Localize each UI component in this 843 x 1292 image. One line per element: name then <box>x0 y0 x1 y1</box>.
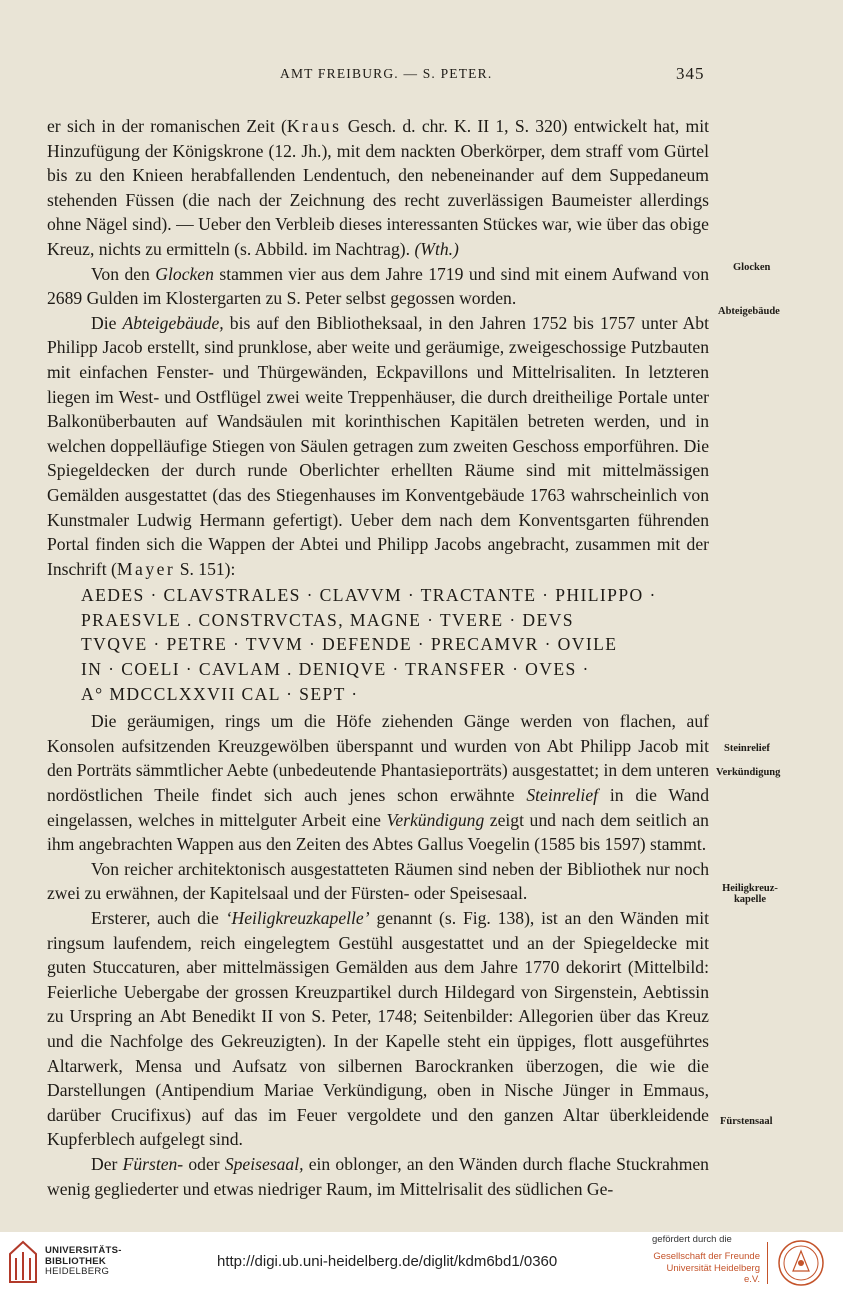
text-run: Die geräumigen, rings um die Höfe ziehenden Gänge werden von flachen, auf Konsolen aufsitzenden Kreuzgewölben überspannt und wurden von Abt Philipp Jacob mit den Porträts sämmtlicher Aebte (unbedeutende Phantasieporträts) ausgestattet; in dem unteren nordöstlichen Theile findet sich auch jenes schon erwähnte <box>47 711 710 806</box>
inscription-line: AEDES · CLAVSTRALES · CLAVVM · TRACTANTE · PHILIPPO · <box>81 585 657 606</box>
margin-note-steinrelief: Steinrelief <box>724 743 770 754</box>
text-run: genannt (s. Fig. 138), ist an den Wänden mit ringsum laufendem, reich eingelegtem Gestühl ausgestattet und an der Spiegeldecke mit guten Stuccaturen, aber mittelmässigen Gemälden aus dem Jahre 1770 dekorirt (Mittelbild: Feierliche Uebergabe der grossen Kreuzpartikel durch Hildegard von Sirgenstein, Aebtissin zu Urspring an Abt Benedikt II von S. Peter, 1748; Seitenbilder: Allegorien über das Kreuz und die Nachfolge des Gekreuzigten). In der Kapelle steht ein üppiges, flott ausgeführtes Altarwerk, Mensa und Aufsatz von silbernen Barockranken überzogen, die wie die Darstellungen (Antipendium Mariae Verkündigung, oben in Nische Jünger in Emmaus, darüber Crucifixus) auf das im Feuer vergoldete und den ganzen Altar überkleidende Kupferblech aufgelegt sind. <box>47 908 709 1150</box>
text-run: Der <box>91 1153 123 1174</box>
body-text <box>47 114 709 1201</box>
text-run: ein oblonger, an den Wänden durch flache Stuckrahmen wenig gegliederter und etwas niedriger Raum, im Mittelrisalit des südlichen Ge- <box>47 1153 709 1199</box>
running-header <box>0 66 843 90</box>
text-run: bis auf den Bibliotheksaal, in den Jahren 1752 bis 1757 unter Abt Philipp Jacob erstellt, sind prunklose, aber weite und geräumige, zweigeschossige Putzbauten mit einfachen Fenster- und Thürgewänden, Eckpavillons und Mittelrisaliten. In letzteren liegen im West- und Ostflügel zwei weite Treppenhäuser, die durch dreitheilige Portale unter Balkonüberbauten auf Wandsäulen mit korinthischen Kapitälen betreten werden, und in welchen doppelläufige Stiegen von Säulen getragen zum zweiten Geschoss emporführen. Die Spiegeldecken der durch runde Oberlichter erhellten Räume sind mit mittelmässigen Gemälden ausgestattet (das des Stiegenhauses im Konventgebäude 1763 wahrscheinlich von Kunstmaler Ludwig Hermann gefertigt). Ueber dem nach dem Konventsgarten führenden Portal finden sich die Wappen der Abtei und Philipp Jacobs angebracht, zusammen mit der Inschrift ( <box>47 312 709 579</box>
header-title: AMT FREIBURG. — S. PETER. <box>280 66 493 81</box>
text-run: Gesch. d. chr. K. II 1, S. 320) entwickelt hat, mit Hinzufügung der Königskrone (12. Jh.), mit dem nackten Oberkörper, dem straff vom Gürtel bis zu den Knieen herabfallenden Lendentuch, den nebeneinander auf dem Suppedaneum stehenden Füssen (die nach der Zeichnung des recht zuverlässigen Baumeister allerdings ohne Nägel sind). — Ueber den Verbleib dieses interessanten Stückes war, wie über das obige Kreuz, nichts zu ermitteln (s. Abbild. im Nachtrag). <box>47 116 710 259</box>
author-name: Mayer <box>116 558 176 579</box>
text-run: Die <box>91 312 123 333</box>
uni-name-line: UNIVERSITÄTS- <box>45 1245 122 1256</box>
text-run: er sich in der romanischen Zeit ( <box>47 116 287 136</box>
text-run: in die Wand eingelassen, welches in mittelguter Arbeit eine <box>47 785 709 830</box>
paragraph-4 <box>47 709 709 857</box>
author-name: Kraus <box>286 116 342 136</box>
university-library-name <box>45 1246 122 1278</box>
text-run: oder <box>183 1153 225 1174</box>
keyword-heiligkreuzkapelle: ‘Heiligkreuzkapelle’ <box>225 908 370 928</box>
footer-bar <box>0 1232 843 1292</box>
keyword-abteigebaeude: Abteigebäude, <box>122 312 224 333</box>
society-name-line: Universität Heidelberg e.V. <box>666 1262 760 1285</box>
keyword-steinrelief: Steinrelief <box>526 785 599 806</box>
paragraph-1 <box>47 114 709 262</box>
paragraph-7 <box>47 1152 709 1201</box>
margin-note-line: kapelle <box>733 894 767 905</box>
inscription-line: TVQVE · PETRE · TVVM · DEFENDE · PRECAMVR · OVILE <box>81 634 618 655</box>
margin-note-abteigebaeude: Abteigebäude <box>718 306 780 317</box>
keyword-glocken: Glocken <box>155 263 214 284</box>
inscription <box>81 583 709 706</box>
paragraph-3 <box>47 311 709 582</box>
author-signature: (Wth.) <box>414 238 459 259</box>
margin-note-glocken: Glocken <box>733 262 771 273</box>
paragraph-2 <box>47 262 709 311</box>
university-library-logo-icon <box>8 1240 38 1284</box>
footer-divider <box>767 1242 768 1284</box>
margin-note-heiligkreuzkapelle <box>718 883 782 905</box>
society-name-line: Gesellschaft der Freunde <box>653 1251 760 1262</box>
permalink-url[interactable]: http://digi.ub.uni-heidelberg.de/diglit/kdm6bd1/0360 <box>217 1253 558 1270</box>
funded-by-label: gefördert durch die <box>652 1234 732 1245</box>
keyword-fuersten: Fürsten- <box>122 1153 184 1174</box>
paragraph-5: Von reicher architektonisch ausgestatteten Räumen sind neben der Bibliothek nur noch zwei zu erwähnen, der Kapitelsaal und der Fürsten- oder Speisesaal. <box>47 858 709 904</box>
paragraph-6 <box>47 906 709 1152</box>
keyword-speisesaal: Speisesaal, <box>224 1153 304 1174</box>
text-run: stammen vier aus dem Jahre 1719 und sind mit einem Aufwand von 2689 Gulden im Klostergarten zu S. Peter selbst gegossen worden. <box>47 263 710 309</box>
page-number: 345 <box>676 64 705 83</box>
uni-name-line: BIBLIOTHEK <box>45 1255 107 1267</box>
university-seal-icon <box>776 1238 826 1288</box>
margin-note-fuerstensaal: Fürstensaal <box>720 1116 773 1127</box>
text-run: Ersterer, auch die <box>91 908 226 928</box>
text-run: S. 151): <box>175 558 236 579</box>
margin-note-line: Heiligkreuz- <box>722 883 778 894</box>
inscription-line: A° MDCCLXXVII CAL · SEPT · <box>81 683 359 704</box>
text-run: Von den <box>91 263 156 284</box>
uni-name-line: HEIDELBERG <box>45 1266 110 1277</box>
society-name <box>650 1251 760 1286</box>
inscription-line: IN · COELI · CAVLAM . DENIQVE · TRANSFER · OVES · <box>81 659 590 680</box>
keyword-verkuendigung: Verkündigung <box>386 809 485 830</box>
margin-note-verkuendigung: Verkündigung <box>716 767 781 778</box>
inscription-line: PRAESVLE . CONSTRVCTAS, MAGNE · TVERE · DEVS <box>81 609 574 630</box>
text-run: zeigt und nach dem seitlich an ihm angebrachten Wappen aus den Zeiten des Abtes Gallus Voegelin (1585 bis 1597) stammt. <box>47 809 709 855</box>
